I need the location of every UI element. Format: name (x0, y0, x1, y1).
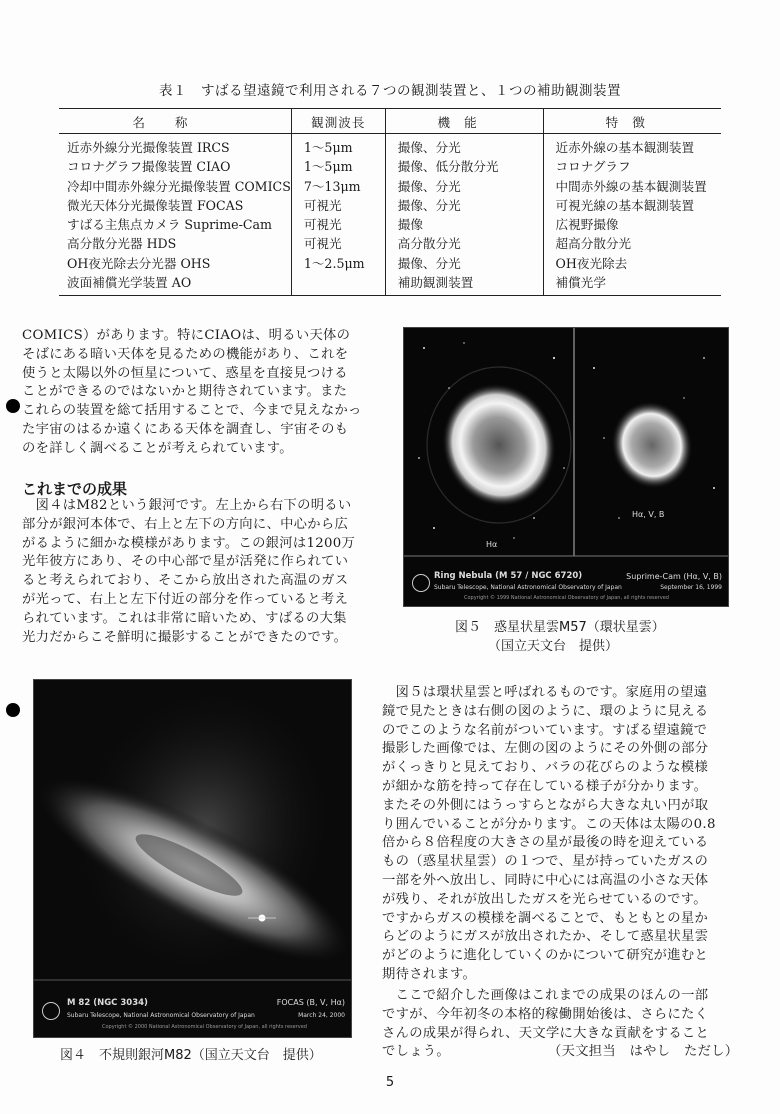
cell-wavelength (291, 273, 385, 296)
cell-wavelength: 7～13μm (291, 177, 385, 196)
punch-hole-lower (6, 703, 20, 717)
cell-feature: 補償光学 (543, 273, 721, 296)
m82-galaxy-image (33, 679, 352, 1038)
table-row (59, 157, 721, 176)
cell-wavelength: 可視光 (291, 234, 385, 253)
closing-paragraph: ここで紹介した画像はこれまでの成果のほんの一部 ですが、今年初冬の本格的稼働開始後は、さらにたく さんの成果が得られ、天文学に大きな貢献をすること でしょう。 (382, 988, 710, 1060)
cell-function: 撮像、分光 (385, 254, 543, 273)
table-row (59, 234, 721, 253)
cell-wavelength: 可視光 (291, 215, 385, 234)
table-row (59, 215, 721, 234)
fig5-bar-copyright: Copyright © 1999 National Astronomical Observatory of Japan, all rights reserved (464, 595, 669, 601)
fig5-logo (412, 574, 430, 592)
table-row (59, 134, 721, 158)
cell-feature: 可視光線の基本観測装置 (543, 196, 721, 215)
ring-nebula-image (403, 327, 729, 607)
table-row (59, 177, 721, 196)
fig4-logo (42, 1002, 60, 1020)
table-header-row (59, 109, 721, 134)
results-paragraph: 図４はM82という銀河です。左上から右下の明るい 部分が銀河本体で、右上と左下の方向に、中心から広 がるように細かな模様があります。この銀河は1200万 光年彼方にあり、その中心部で星が活発に作られてい ると考えられており、そこから放出された高温のガス が光って、右上と左下付近の部分を作っていると考え られています。これは非常に暗いため、すばるの大集 光力だからこそ鮮明に撮影することができたのです。 (22, 498, 356, 645)
table-row (59, 196, 721, 215)
fig5-left-label: Hα (486, 540, 498, 549)
instrument-table (59, 108, 721, 296)
section-heading: これまでの成果 (22, 480, 128, 498)
cell-name: 冷却中間赤外線分光撮像装置 COMICS (67, 178, 291, 194)
cell-name: すばる主焦点カメラ Suprime-Cam (67, 217, 272, 233)
cell-name: OH夜光除去分光器 OHS (67, 255, 211, 271)
cell-function: 撮像、分光 (385, 134, 543, 158)
fig5-right-label: Hα, V, B (632, 510, 665, 519)
ring-nebula-svg (404, 328, 728, 606)
cell-function: 撮像、分光 (385, 177, 543, 196)
cell-feature: コロナグラフ (543, 157, 721, 176)
cell-name: 波面補償光学装置 AO (59, 273, 291, 296)
cell-function: 撮像、低分散分光 (385, 157, 543, 176)
cell-function: 補助観測装置 (385, 273, 543, 296)
fig5-bar-org: Subaru Telescope, National Astronomical Observatory of Japan (434, 584, 622, 591)
fig4-bar-copyright: Copyright © 2000 National Astronomical Observatory of Japan, all rights reserved (102, 1024, 307, 1030)
cell-wavelength: 1～2.5μm (291, 254, 385, 273)
m82-galaxy-svg (34, 680, 351, 1037)
cell-feature: OH夜光除去 (543, 254, 721, 273)
punch-hole-upper (6, 399, 20, 413)
header-feature: 特徴 (543, 109, 721, 134)
fig4-bar-org: Subaru Telescope, National Astronomical Observatory of Japan (67, 1012, 255, 1019)
page-number: 5 (385, 1075, 395, 1090)
signature: （天文担当 はやし ただし） (548, 1044, 739, 1059)
header-wavelength: 観測波長 (291, 109, 385, 134)
cell-name: 近赤外線分光撮像装置 IRCS (67, 140, 230, 155)
cell-feature: 超高分散分光 (543, 234, 721, 253)
fig5-bar-date: September 16, 1999 (660, 584, 722, 591)
cell-name: コロナグラフ撮像装置 CIAO (67, 159, 231, 175)
cell-function: 撮像 (385, 215, 543, 234)
fig5-caption-line2: （国立天文台 提供） (488, 639, 619, 654)
cell-wavelength: 可視光 (291, 196, 385, 215)
fig5-caption-line1: 図５ 惑星状星雲M57（環状星雲） (455, 620, 665, 635)
table-row (59, 273, 721, 296)
fig5-bar-title: Ring Nebula (M 57 / NGC 6720) (434, 571, 583, 581)
cell-feature: 近赤外線の基本観測装置 (543, 134, 721, 158)
fig4-caption: 図４ 不規則銀河M82（国立天文台 提供） (60, 1048, 322, 1063)
cell-name: 微光天体分光撮像装置 FOCAS (67, 197, 244, 213)
header-name: 名称 (59, 109, 291, 134)
cell-wavelength: 1～5μm (291, 157, 385, 176)
intro-paragraph: COMICS）があります。特にCIAOは、明るい天体の そばにある暗い天体を見るための機能があり、これを 使うと太陽以外の恒星について、惑星を直接見つける ことができるのではないかと期待されています。また これらの装置を総て括用することで、今まで見えなかっ た宇宙のはるか遠くにある天体を調査し、宇宙そのも のを詳しく調べることが考えられています。 (22, 328, 362, 456)
fig4-bar-instrument: FOCAS (B, V, Hα) (276, 998, 345, 1007)
table-row (59, 254, 721, 273)
cell-function: 高分散分光 (385, 234, 543, 253)
cell-feature: 広視野撮像 (543, 215, 721, 234)
fig5-bar-instrument: Suprime-Cam (Hα, V, B) (626, 572, 722, 581)
cell-feature: 中間赤外線の基本観測装置 (543, 177, 721, 196)
table-title: 表１ すばる望遠鏡で利用される７つの観測装置と、１つの補助観測装置 (159, 83, 621, 99)
header-function: 機能 (385, 109, 543, 134)
fig4-bar-title: M 82 (NGC 3034) (67, 998, 148, 1008)
cell-wavelength: 1～5μm (291, 134, 385, 158)
fig5-paragraph: 図５は環状星雲と呼ばれるものです。家庭用の望遠 鏡で見たときは右側の図のように、環のように見える のでこのような名前がついています。すばる望遠鏡で 撮影した画像では、左側の図のようにその外側の部分 がくっきりと見えており、バラの花びらのような模様 が細かな筋を持って存在している様子が分かります。 またその外側にはうっすらとながら大きな丸い円が取 り囲んでいることが分かります。この天体は太陽の0.8 倍から８倍程度の大きさの星が最後の時を迎えている もの（惑星状星雲）の１つで、星が持っていたガスの 一部を外へ放出し、同時に中心には高温の小さな天体 が残り、それが放出したガスを光らせているのです。 ですからガスの模様を調べることで、もともとの星か らどのようにガスが放出されたか、そして惑星状星雲 がどのように進化していくのかについて研究が進むと 期待されます。 (382, 685, 716, 982)
fig4-bar-date: March 24, 2000 (298, 1012, 345, 1019)
cell-name: 高分散分光器 HDS (67, 236, 177, 252)
cell-function: 撮像、分光 (385, 196, 543, 215)
